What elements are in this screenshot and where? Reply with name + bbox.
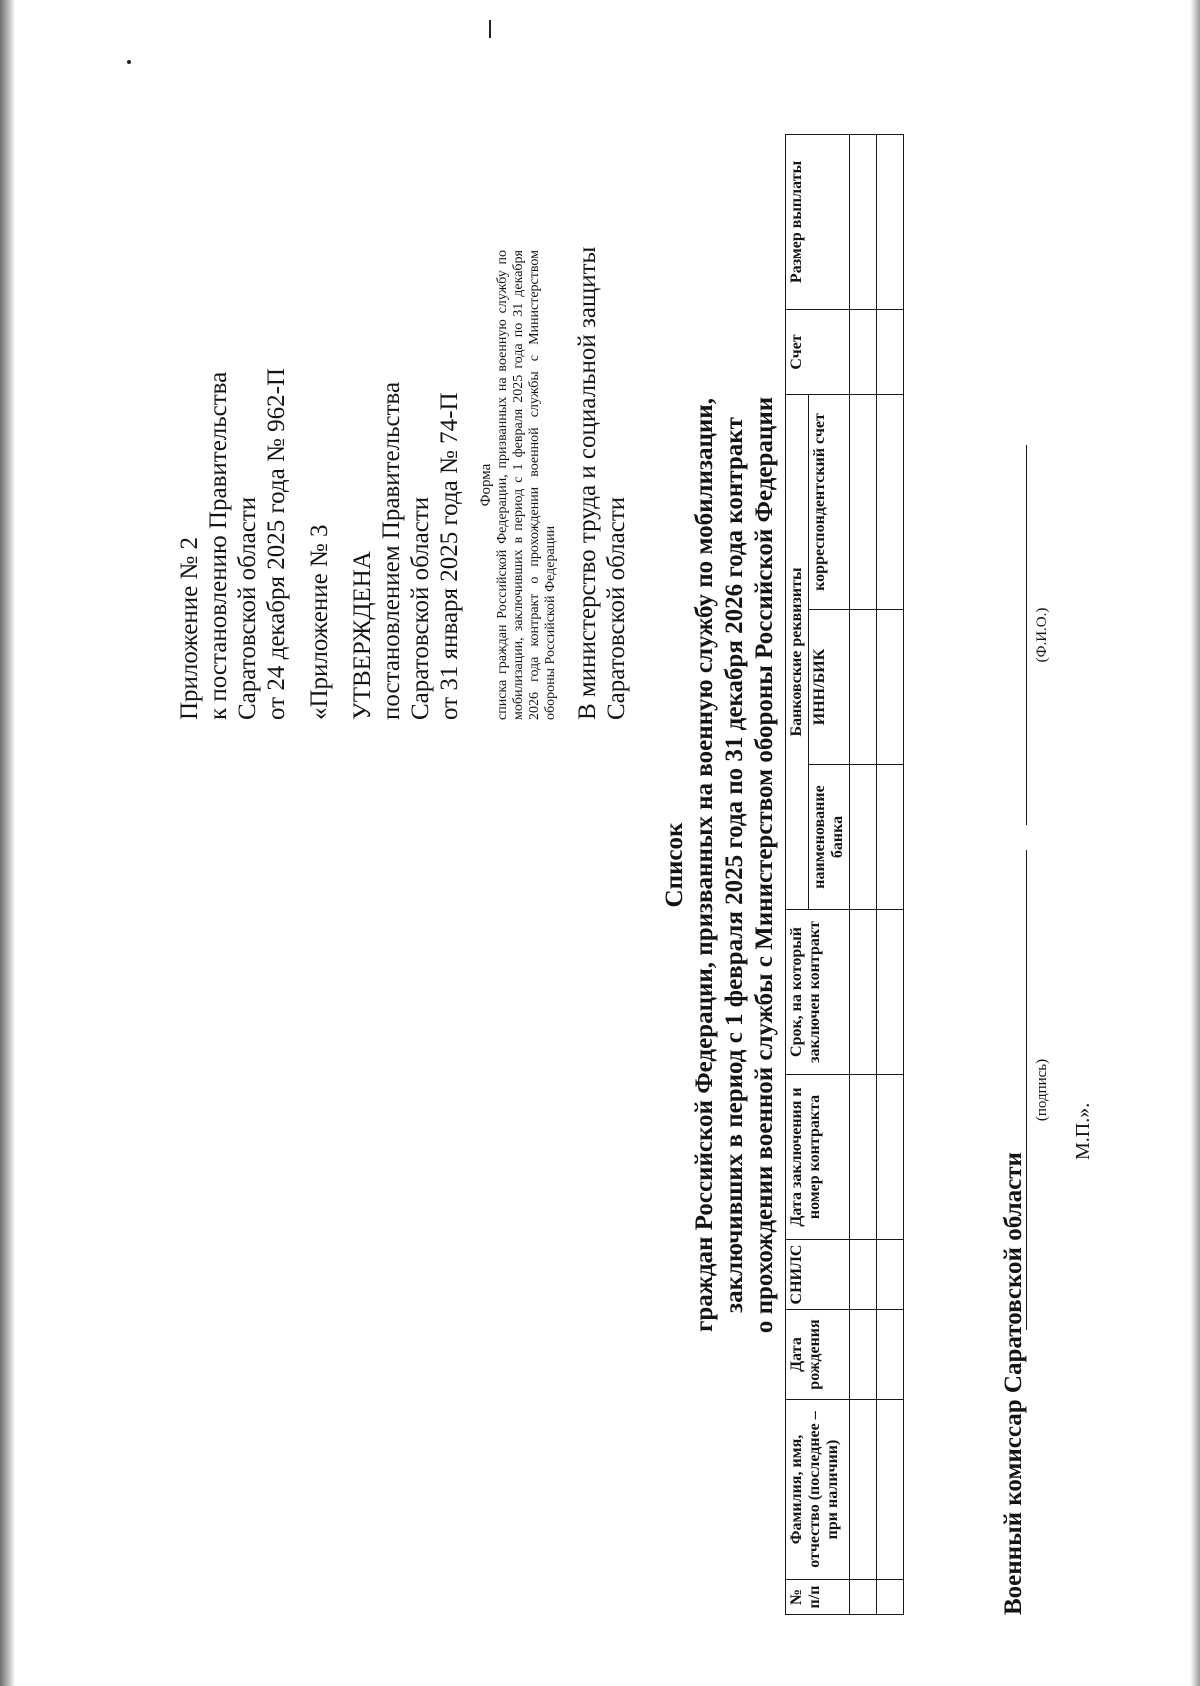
previous-annex: «Приложение № 3 — [306, 524, 333, 720]
signature-block — [1000, 135, 1200, 1615]
table-row — [850, 135, 877, 1615]
annex-region: Саратовской области — [234, 496, 261, 720]
signature-line — [1026, 850, 1027, 1330]
fio-label: (Ф.И.О.) — [1034, 607, 1050, 663]
annex-to: к постановлению Правительства — [205, 371, 232, 720]
approved-region: Саратовской области — [407, 496, 434, 720]
scan-speck — [127, 60, 131, 64]
header-account: Счет — [786, 310, 850, 395]
approved-label: УТВЕРЖДЕНА — [349, 551, 376, 720]
annex-number: Приложение № 2 — [176, 536, 203, 720]
header-bank-details: Банковские реквизиты — [786, 395, 809, 910]
header-number: № п/п — [786, 1580, 850, 1615]
fio-line — [1026, 445, 1027, 825]
document-title — [660, 115, 780, 1615]
title-line-2: заключивших в период с 1 февраля 2025 года по 31 декабря 2026 года контракт — [721, 417, 748, 1313]
header-contract-date: Дата заключения и номер контракта — [786, 1075, 850, 1240]
recipient-line-2: Саратовской области — [603, 496, 630, 720]
signature-label: (подпись) — [1034, 1058, 1050, 1122]
form-label: Форма — [478, 463, 494, 507]
recipients-table-wrap — [785, 135, 904, 1615]
header-contract-term: Срок, на который заключен контракт — [786, 910, 850, 1075]
annex-date: от 24 декабря 2025 года № 962-П — [263, 368, 290, 720]
scan-edge-left — [0, 0, 14, 1686]
recipient-line-1: В министерство труда и социальной защиты — [574, 246, 601, 720]
form-description: списка граждан Российской Федерации, призванных на военную службу по мобилизации, заключивших в период с 1 февраля 2025 года по 31 декабря 2026 года контракт о прохождении военной службы с Министерством обороны Российской Федерации — [495, 250, 558, 720]
header-bank-name: наименование банка — [809, 765, 850, 910]
recipients-table — [785, 134, 904, 1615]
title-line-1: граждан Российской Федерации, призванных на военную службу по мобилизации, — [691, 398, 718, 1332]
table-row — [877, 135, 904, 1615]
approved-date: от 31 января 2025 года № 74-П — [436, 392, 463, 720]
title-line-3: о прохождении военной службы с Министерством обороны Российской Федерации — [751, 396, 778, 1334]
title-main: Список — [661, 822, 688, 908]
header-block — [175, 120, 631, 720]
header-full-name: Фамилия, имя, отчество (последнее – при наличии) — [786, 1400, 850, 1580]
commissar-title: Военный комиссар Саратовской области — [1000, 1152, 1027, 1615]
header-inn-bik: ИНН/БИК — [809, 610, 850, 765]
approved-by: постановлением Правительства — [378, 381, 405, 720]
header-snils: СНИЛС — [786, 1240, 850, 1310]
stamp-place: М.П.». — [1072, 1102, 1094, 1160]
header-birth-date: Дата рождения — [786, 1310, 850, 1400]
header-corr-account: корреспондентский счет — [809, 395, 850, 610]
scan-mark — [489, 20, 491, 38]
header-amount: Размер выплаты — [786, 135, 850, 310]
document-page — [160, 115, 1200, 1615]
